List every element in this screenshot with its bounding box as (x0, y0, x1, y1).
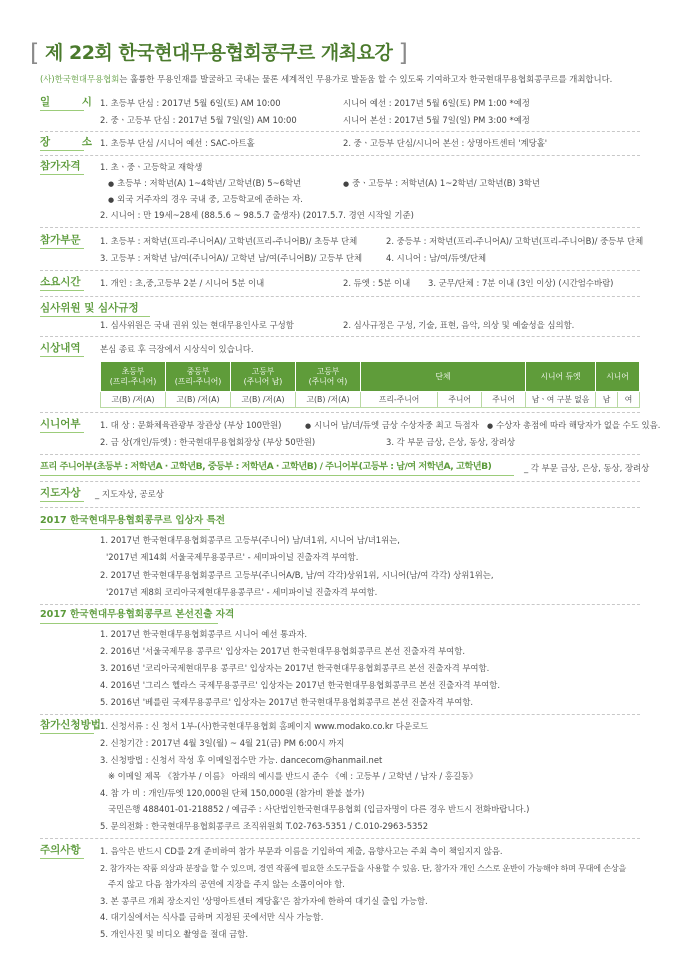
awards-cell: 주니어 (482, 392, 526, 408)
finals-item: 5. 2016년 '베를린 국제무용콩쿠르' 입상자는 2017년 한국현대무용협회콩쿠르 본선 진출자격 부여함. (100, 697, 474, 707)
venue-label: 장 소 (40, 136, 106, 148)
awards-cell: 고(B) /저(A) (101, 392, 166, 408)
venue-line-2: 2. 중ㆍ고등부 단심/시니어 본선 : 상명아트센터 '계당홀' (343, 138, 548, 148)
apply-item: 2. 신청기간 : 2017년 4월 3일(월) ~ 4월 21(금) PM 6:00시 까지 (100, 738, 345, 748)
senior-line-1: 1. 대 상 : 문화체육관광부 장관상 (부상 100만원) (100, 420, 282, 430)
finals-item: 3. 2016년 '코리아국제현대무용 콩쿠르' 입상자는 2017년 한국현대무용협회콩쿠르 본선 진출자격 부여함. (100, 663, 490, 673)
time-group: 3. 군무/단체 : 7분 이내 (3인 이상) (시간엄수바람) (428, 278, 614, 288)
awards-header-senior: 시니어 (596, 362, 640, 392)
awards-table-header-row (101, 362, 640, 392)
apply-item: 1. 신청서류 : 신 청서 1부-(사)한국현대무용협회 홈페이지 www.modako.co.kr 다운로드 (100, 721, 429, 731)
apply-item: 3. 신청방법 : 신청서 작성 후 이메일접수만 가능. dancecom@hanmail.net (100, 755, 383, 765)
page-title (30, 36, 407, 66)
time-duet: 2. 듀엣 : 5분 이내 (343, 278, 411, 288)
prejunior-awards: _ 각 부문 금상, 은상, 동상, 장려상 (524, 463, 650, 473)
eligibility-bullet-3: ● 외국 거주자의 경우 국내 중, 고등학교에 준하는 자. (108, 194, 303, 205)
special-label: 2017 한국현대무용협회콩쿠르 입상자 특전 (40, 515, 226, 526)
awards-label: 시상내역 (40, 342, 81, 354)
schedule-line-2-right: 시니어 본선 : 2017년 5월 7일(일) PM 3:00 *예정 (343, 115, 530, 125)
awards-cell: 고(B) /저(A) (166, 392, 231, 408)
apply-label: 참가신청방법 (40, 719, 101, 731)
finals-item: 1. 2017년 한국현대무용협회콩쿠르 시니어 예선 통과자. (100, 629, 308, 639)
awards-cell: 남 (596, 392, 618, 408)
notes-item: 1. 음악은 반드시 CD를 2개 준비하여 참가 부문과 이름을 기입하여 제출, 음향사고는 주최 측이 책임지지 않음. (100, 846, 503, 856)
divisions-line-4: 4. 시니어 : 남/여/듀엣/단체 (386, 253, 487, 263)
eligibility-bullet-1: ● 초등부 : 저학년(A) 1~4학년/ 고학년(B) 5~6학년 (108, 178, 301, 189)
venue-line-1: 1. 초등부 단심 /시니어 예선 : SAC-아트홀 (100, 138, 255, 148)
finals-label: 2017 한국현대무용협회콩쿠르 본선진출 자격 (40, 609, 235, 620)
divisions-label: 참가부문 (40, 234, 81, 246)
special-line-1b: '2017년 제14회 서울국제무용콩쿠르' - 세미파이널 진출자격 부여함. (106, 552, 359, 562)
awards-header-group: 단체 (361, 362, 526, 392)
awards-cell: 주니어 (438, 392, 482, 408)
intro-rest: 는 훌륭한 무용인재를 발굴하고 국내는 물론 세계적인 무용가로 발돋움 할 수 있도록 기여하고자 한국현대무용협회콩쿠르를 개최합니다. (119, 74, 613, 84)
schedule-line-1-right: 시니어 예선 : 2017년 5월 6일(토) PM 1:00 *예정 (343, 98, 530, 108)
finals-item: 2. 2016년 '서울국제무용 콩쿠르' 입상자는 2017년 한국현대무용협회콩쿠르 본선 진출자격 부여함. (100, 646, 466, 656)
eligibility-bullet-2: ● 중ㆍ고등부 : 저학년(A) 1~2학년/ 고학년(B) 3학년 (343, 178, 540, 189)
senior-label: 시니어부 (40, 418, 81, 430)
special-line-1: 1. 2017년 한국현대무용협회콩쿠르 고등부(주니어) 남/녀1위, 시니어 남/녀1위는, (100, 535, 400, 545)
eligibility-line-2: 2. 시니어 : 만 19세~28세 (88.5.6 ~ 98.5.7 출생자) (2017.5.7. 경연 시작일 기준) (100, 210, 414, 220)
finals-item: 4. 2016년 '그리스 헬라스 국제무용콩쿠르' 입상자는 2017년 한국현대무용협회콩쿠르 본선 진출자격 부여함. (100, 680, 501, 690)
mentor-awards: _ 지도자상, 공로상 (95, 489, 164, 499)
apply-item: ※ 이메일 제목 《참가부 / 이름》 아래의 예시를 반드시 준수 《예 : 고등부 / 고학년 / 남자 / 홍길동》 (108, 771, 478, 781)
awards-cell: 프리-주니어 (361, 392, 438, 408)
awards-table-row (101, 392, 640, 408)
time-solo: 1. 개인 : 초,중,고등부 2분 / 시니어 5분 이내 (100, 278, 265, 288)
special-line-2b: '2017년 제8회 코리아국제현대무용콩쿠르' - 세미파이널 진출자격 부여함. (106, 587, 378, 597)
awards-cell: 고(B) /저(A) (296, 392, 361, 408)
schedule-label: 일 시 (40, 96, 106, 108)
senior-line-1b: ● 시니어 남/녀/듀엣 금상 수상자중 최고 득점자 (305, 420, 479, 431)
awards-cell: 여 (617, 392, 639, 408)
prejunior-label: 프리 주니어부(초등부 : 저학년A · 고학년B, 중등부 : 저학년A · 고학년B) / 주니어부(고등부 : 남/여 저학년A, 고학년B) (40, 461, 492, 472)
awards-cell: 고(B) /저(A) (231, 392, 296, 408)
divisions-line-2: 2. 중등부 : 저학년(프리-주니어A)/ 고학년(프리-주니어B)/ 중등부 단체 (386, 236, 644, 246)
notes-item: 3. 본 콩쿠르 개최 장소지인 '상명아트센터 계당홀'은 참가자에 한하여 대기실 출입 가능함. (100, 896, 428, 906)
awards-header-middle: 중등부 (프리-주니어) (166, 362, 231, 392)
judges-line-1: 1. 심사위원은 국내 권위 있는 현대무용인사로 구성함 (100, 320, 294, 330)
awards-header-high-male: 고등부 (주니어 남) (231, 362, 296, 392)
awards-header-high-female: 고등부 (주니어 여) (296, 362, 361, 392)
divisions-line-1: 1. 초등부 : 저학년(프리-주니어A)/ 고학년(프리-주니어B)/ 초등부 단체 (100, 236, 358, 246)
schedule-line-1: 1. 초등부 단심 : 2017년 5월 6일(토) AM 10:00 (100, 98, 281, 108)
apply-item: 국민은행 488401-01-218852 / 예금주 : 사단법인한국현대무용협회 (입금자명이 다른 경우 반드시 전화바랍니다.) (108, 804, 530, 814)
awards-cell: 남ㆍ여 구분 없음 (526, 392, 596, 408)
awards-header-senior-duet: 시니어 듀엣 (526, 362, 596, 392)
special-line-2: 2. 2017년 한국현대무용협회콩쿠르 고등부(주니어A/B, 남/여 각각)상위1위, 시니어(남/여 각각) 상위1위는, (100, 570, 494, 580)
title-bracket-open: [ (30, 39, 39, 67)
apply-item: 4. 참 가 비 : 개인/듀엣 120,000원 단체 150,000원 (참가비 환불 불가) (100, 788, 365, 798)
notes-item: 4. 대기실에서는 식사를 금하며 지정된 곳에서만 식사 가능함. (100, 912, 324, 922)
notes-item: 2. 참가자는 작품 의상과 분장을 할 수 있으며, 경연 작품에 필요한 소도구들을 사용할 수 있음. 단, 참가자 개인 스스로 운반이 가능해야 하며 무대에 손상을 (100, 863, 627, 873)
judges-line-2: 2. 심사규정은 구성, 기술, 표현, 음악, 의상 및 예술성을 심의함. (343, 320, 575, 330)
title-text: 제 22회 한국현대무용협회콩쿠르 개최요강 (45, 42, 393, 64)
senior-line-3: 3. 각 부문 금상, 은상, 동상, 장려상 (386, 437, 516, 447)
time-label: 소요시간 (40, 276, 81, 288)
divisions-line-3: 3. 고등부 : 저학년 남/여(주니어A)/ 고학년 남/여(주니어B)/ 고등부 단체 (100, 253, 363, 263)
title-bracket-close: ] (398, 39, 408, 67)
eligibility-label: 참가자격 (40, 160, 81, 172)
schedule-line-2: 2. 중ㆍ고등부 단심 : 2017년 5월 7일(일) AM 10:00 (100, 115, 297, 125)
intro-org: (사)한국현대무용협회 (40, 74, 120, 84)
notes-item: 주지 않고 다음 참가자의 공연에 지장을 주지 않는 소품이어야 함. (108, 879, 345, 889)
mentor-label: 지도자상 (40, 487, 81, 499)
awards-table (100, 361, 640, 408)
notes-item: 5. 개인사진 및 비디오 촬영을 절대 금함. (100, 929, 248, 939)
judges-label: 심사위원 및 심사규정 (40, 302, 139, 314)
intro-text (40, 74, 612, 85)
notes-label: 주의사항 (40, 844, 81, 856)
senior-line-2: 2. 금 상(개인/듀엣) : 한국현대무용협회장상 (부상 50만원) (100, 437, 316, 447)
senior-line-1c: ● 수상자 총점에 따라 해당자가 없을 수도 있음. (487, 420, 660, 431)
eligibility-line-1: 1. 초ㆍ중ㆍ고등학교 재학생 (100, 162, 203, 172)
apply-item: 5. 문의전화 : 한국현대무용협회콩쿠르 조직위원회 T.02-763-5351 / C.010-2963-5352 (100, 821, 429, 831)
awards-note: 본심 종료 후 극장에서 시상식이 있습니다. (100, 344, 254, 354)
awards-header-elementary: 초등부 (프리-주니어) (101, 362, 166, 392)
